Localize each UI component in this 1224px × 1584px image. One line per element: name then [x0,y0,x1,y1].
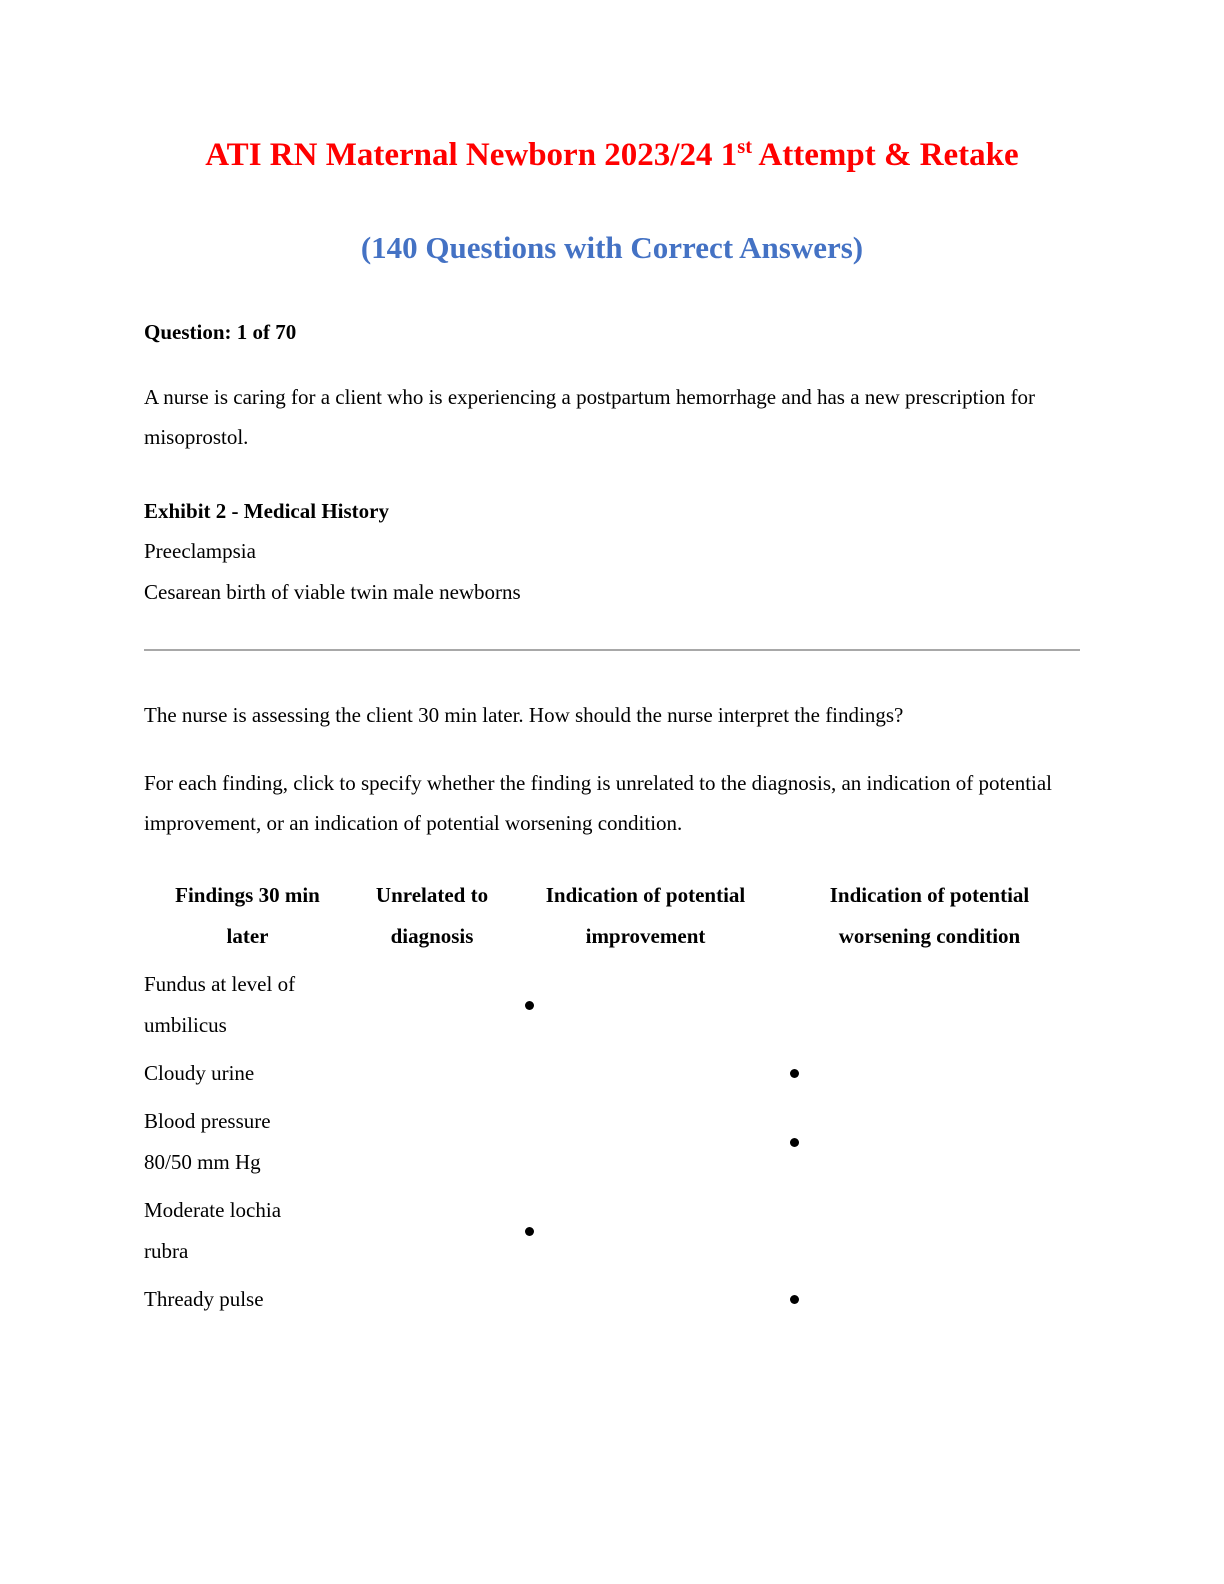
exhibit-heading: Exhibit 2 - Medical History [144,499,389,523]
column-header-improvement: Indication of potential improvement [545,883,746,948]
selected-answer-dot [790,1138,799,1147]
answer-cell-worsening [778,1101,1081,1183]
selected-answer-dot [790,1069,799,1078]
answer-cell-improvement [513,964,778,1046]
answer-cell-improvement [513,1101,778,1183]
document-title [144,136,1080,174]
answer-cell-worsening [778,1279,1081,1320]
exhibit-line: Cesarean birth of viable twin male newborns [144,580,521,604]
table-row [144,1053,1081,1094]
finding-label: Blood pressure 80/50 mm Hg [144,1109,271,1174]
table-row [144,964,1081,1046]
finding-label: Moderate lochia rubra [144,1198,282,1263]
title-text-end: Attempt & Retake [752,137,1019,173]
answer-cell-improvement [513,1279,778,1320]
instruction-paragraph: For each finding, click to specify whether the finding is unrelated to the diagnosis, an indication of potential improvement, or an indication of potential worsening condition. [144,771,1053,835]
answer-cell-unrelated [351,1053,513,1094]
finding-label: Cloudy urine [144,1061,255,1085]
answer-cell-worsening [778,1053,1081,1094]
title-text-start: ATI RN Maternal Newborn 2023/24 1 [205,137,738,173]
table-row [144,1101,1081,1183]
column-header-findings: Findings 30 min later [175,883,320,948]
table-row [144,1279,1081,1320]
answer-cell-unrelated [351,1101,513,1183]
finding-label: Fundus at level of umbilicus [144,972,296,1037]
document-subtitle: (140 Questions with Correct Answers) [360,230,864,265]
table-row [144,1190,1081,1272]
answer-cell-worsening [778,964,1081,1046]
title-superscript: st [737,136,752,158]
column-header-worsening: Indication of potential worsening condition [829,883,1030,948]
finding-label: Thready pulse [144,1287,264,1311]
question-intro-paragraph: A nurse is caring for a client who is experiencing a postpartum hemorrhage and has a new prescription for misoprostol. [144,385,1036,449]
section-divider [144,649,1080,651]
answer-cell-unrelated [351,964,513,1046]
selected-answer-dot [790,1295,799,1304]
answer-cell-unrelated [351,1279,513,1320]
answer-cell-improvement [513,1053,778,1094]
answer-cell-unrelated [351,1190,513,1272]
selected-answer-dot [525,1001,534,1010]
findings-matrix-table [144,875,1081,1320]
assessment-paragraph: The nurse is assessing the client 30 min later. How should the nurse interpret the findings? [144,703,904,727]
answer-cell-improvement [513,1190,778,1272]
question-number-label: Question: 1 of 70 [144,320,297,344]
column-header-unrelated: Unrelated to diagnosis [375,883,489,948]
table-header-row [144,875,1081,957]
selected-answer-dot [525,1227,534,1236]
exhibit-line: Preeclampsia [144,539,256,563]
answer-cell-worsening [778,1190,1081,1272]
